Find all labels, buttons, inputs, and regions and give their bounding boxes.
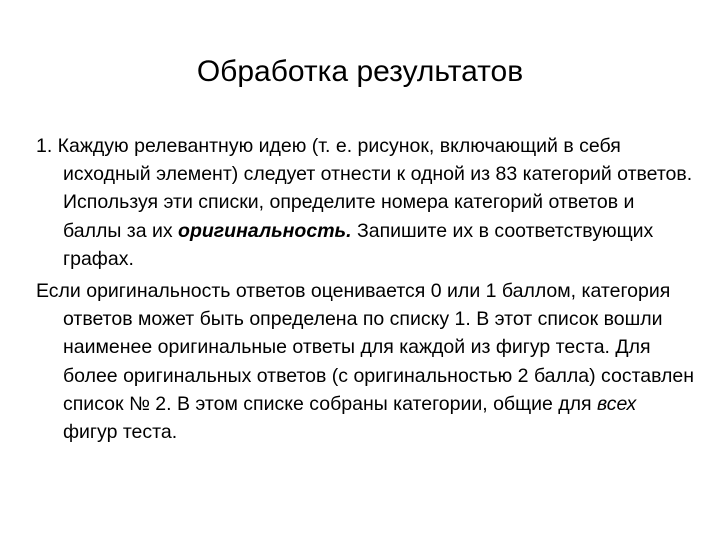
- paragraph-2-emphasis: всех: [597, 392, 637, 415]
- paragraph-1-text-a: 1. Каждую релевантную идею (т. е. рисунок, включающий в себя исходный элемент) следует отнести к одной из 83 категорий ответов. Используя эти списки, определите номера категорий ответов и баллы за их: [36, 135, 693, 242]
- slide-title: Обработка результатов: [196, 55, 524, 88]
- paragraph-1: [36, 132, 696, 273]
- paragraph-2-text-a: Если оригинальность ответов оценивается 0 или 1 баллом, категория ответов может быть определена по списку 1. В этот список вошли наименее оригинальные ответы для каждой из фигур теста. Для более оригинальных ответов (с оригинальностью 2 балла) составлен список № 2. В этом списке собраны категории, общие для: [36, 280, 695, 415]
- paragraph-2-text-b: фигур теста.: [63, 421, 178, 444]
- paragraph-1-text-b: Запишите их в соответствующих графах.: [63, 219, 654, 270]
- paragraph-2: [36, 277, 696, 446]
- paragraph-1-emphasis: оригинальность.: [178, 219, 352, 242]
- slide-body: [36, 132, 696, 450]
